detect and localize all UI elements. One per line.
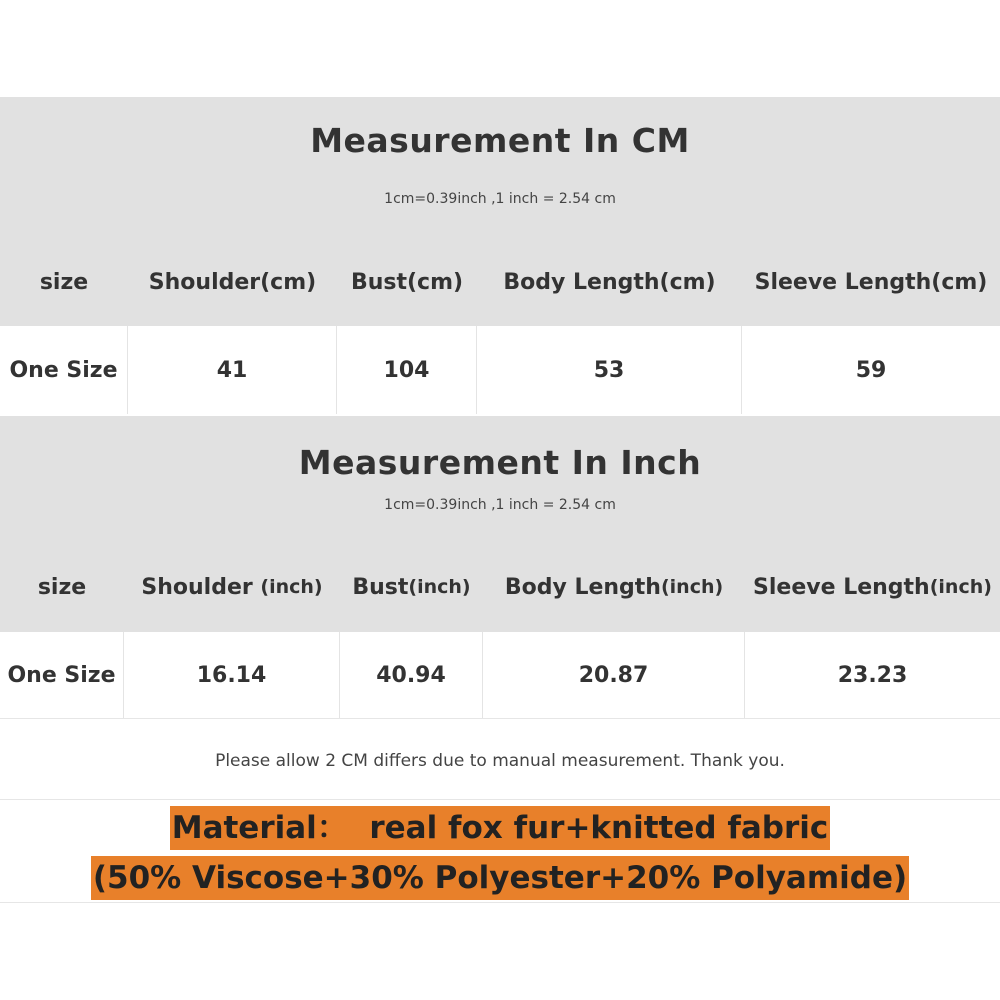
cm-size-value: One Size	[0, 326, 128, 414]
divider	[0, 718, 1000, 719]
inch-sleeve-length-value: 23.23	[837, 662, 908, 688]
measurement-note: Please allow 2 CM differs due to manual measurement. Thank you.	[215, 751, 785, 771]
header-bust: Bust (inch)	[352, 574, 471, 600]
divider	[0, 902, 1000, 903]
material-text: Material： real fox fur+knitted fabric	[170, 806, 831, 850]
cm-table-header-panel	[0, 97, 1000, 326]
inch-table-title: Measurement In Inch	[298, 443, 702, 482]
cm-conversion-note: 1cm=0.39inch ,1 inch = 2.54 cm	[384, 191, 616, 207]
inch-conversion-note: 1cm=0.39inch ,1 inch = 2.54 cm	[384, 497, 616, 513]
inch-data-row	[0, 632, 1000, 718]
divider	[0, 799, 1000, 800]
header-sleeve-length: Sleeve Length(cm)	[754, 269, 988, 295]
header-sleeve-length: Sleeve Length (inch)	[753, 574, 992, 600]
cm-sleeve-length-value: 59	[855, 357, 887, 383]
inch-table-header-panel	[0, 416, 1000, 632]
header-shoulder: Shoulder (inch)	[141, 574, 323, 600]
cm-shoulder-value: 41	[128, 326, 337, 414]
inch-body-length-value: 20.87	[483, 632, 745, 718]
inch-bust-value: 40.94	[340, 632, 483, 718]
header-size: size	[39, 269, 89, 295]
header-body-length: Body Length(cm)	[503, 269, 716, 295]
header-bust: Bust(cm)	[350, 269, 464, 295]
material-composition: (50% Viscose+30% Polyester+20% Polyamide)	[91, 856, 909, 900]
cm-body-length-value: 53	[477, 326, 742, 414]
header-body-length: Body Length (inch)	[504, 574, 724, 600]
inch-shoulder-value: 16.14	[124, 632, 340, 718]
material-line-1	[0, 806, 1000, 850]
cm-bust-value: 104	[337, 326, 477, 414]
material-line-2	[0, 856, 1000, 900]
header-size: size	[37, 574, 87, 600]
header-shoulder: Shoulder(cm)	[148, 269, 317, 295]
cm-data-row	[0, 326, 1000, 414]
cm-table-title: Measurement In CM	[310, 121, 690, 160]
inch-header-row	[0, 552, 1000, 622]
inch-size-value: One Size	[0, 632, 124, 718]
cm-header-row	[0, 247, 1000, 317]
